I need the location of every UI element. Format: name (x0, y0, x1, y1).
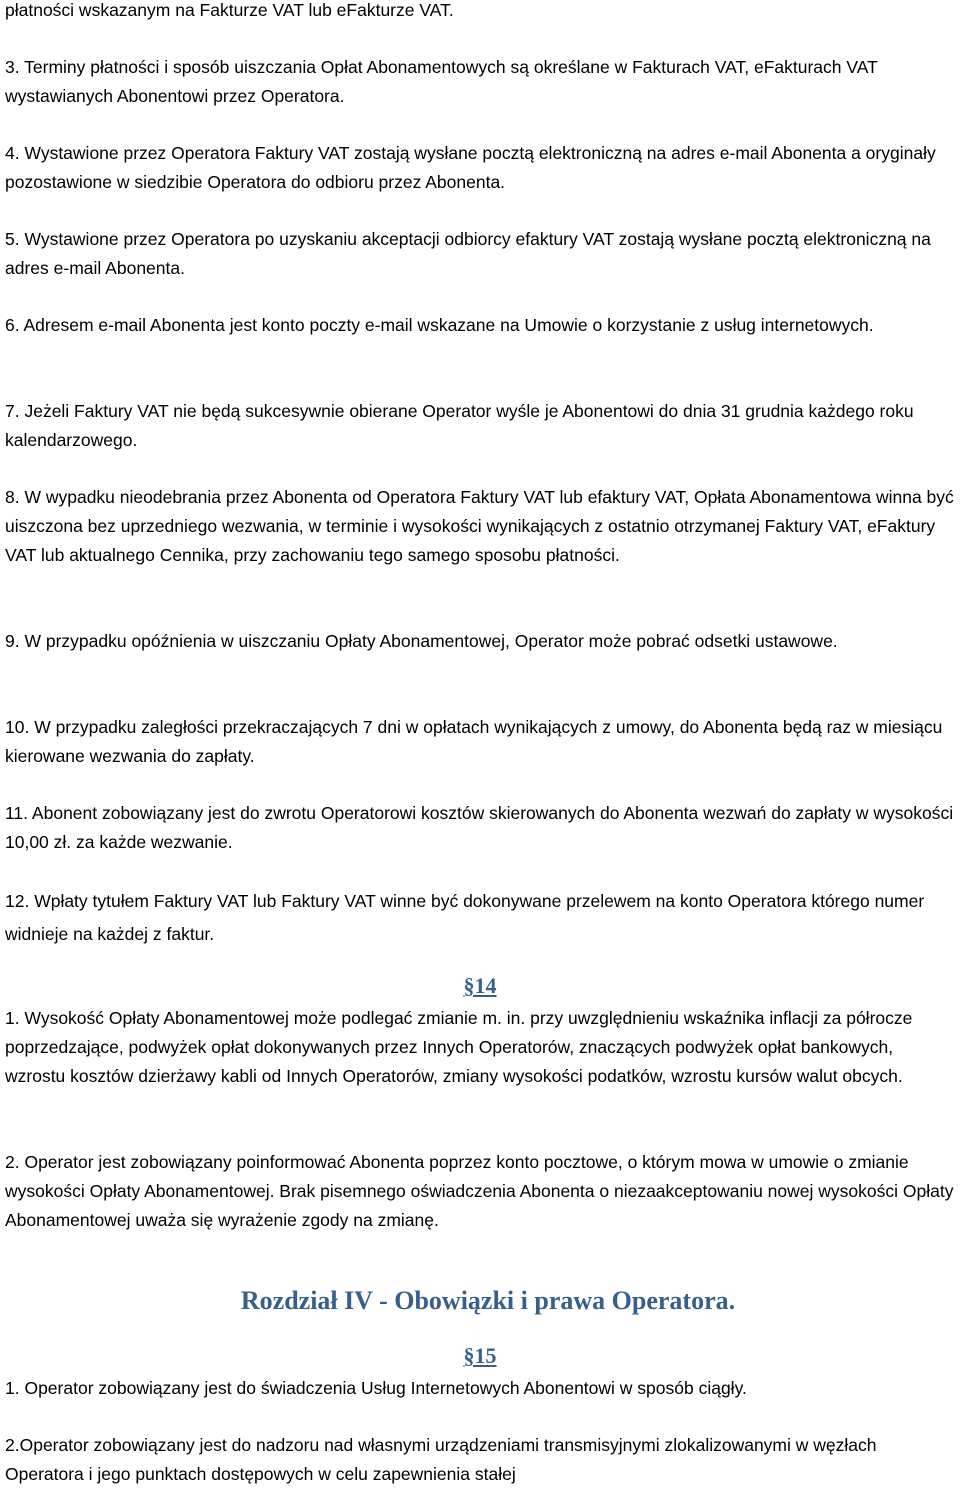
section-15-paragraph-1: 1. Operator zobowiązany jest do świadczenia Usług Internetowych Abonentowi w sposób ciągły. (5, 1378, 747, 1398)
paragraph-7: 7. Jeżeli Faktury VAT nie będą sukcesywnie obierane Operator wyśle je Abonentowi do dnia 31 grudnia każdego roku kalendarzowego. (5, 401, 914, 450)
section-14-paragraph-1: 1. Wysokość Opłaty Abonamentowej może podlegać zmianie m. in. przy uwzględnieniu wskaźnika inflacji za półrocze poprzedzające, podwyżek opłat dokonywanych przez Innych Operatorów, znaczących podwyżek opłat bankowych, wzrostu kosztów dzierżawy kabli od Innych Operatorów, zmiany wysokości podatków, wzrostu kursów walut obcych. (5, 1008, 913, 1086)
paragraph-8: 8. W wypadku nieodebrania przez Abonenta od Operatora Faktury VAT lub efaktury VAT, Opłata Abonamentowa winna być uiszczona bez uprzedniego wezwania, w terminie i wysokości wynikających z ostatnio otrzymanej Faktury VAT, eFaktury VAT lub aktualnego Cennika, przy zachowaniu tego samego sposobu płatności. (5, 487, 954, 565)
paragraph-3: 3. Terminy płatności i sposób uiszczania Opłat Abonamentowych są określane w Fakturach VAT, eFakturach VAT wystawianych Abonentowi przez Operatora. (5, 57, 878, 106)
paragraph-6: 6. Adresem e-mail Abonenta jest konto poczty e-mail wskazane na Umowie o korzystanie z usług internetowych. (5, 315, 874, 335)
paragraph-10: 10. W przypadku zaległości przekraczających 7 dni w opłatach wynikających z umowy, do Abonenta będą raz w miesiącu kierowane wezwania do zapłaty. (5, 717, 943, 766)
paragraph-11: 11. Abonent zobowiązany jest do zwrotu Operatorowi kosztów skierowanych do Abonenta wezwań do zapłaty w wysokości 10,00 zł. za każde wezwanie. (5, 803, 954, 852)
paragraph-12: 12. Wpłaty tytułem Faktury VAT lub Faktury VAT winne być dokonywane przelewem na konto Operatora którego numer widnieje na każdej z faktur. (5, 891, 925, 944)
chapter-title: Rozdział IV - Obowiązki i prawa Operatora. (240, 1286, 736, 1315)
paragraph-5: 5. Wystawione przez Operatora po uzyskaniu akceptacji odbiorcy efaktury VAT zostają wysłane pocztą elektroniczną na adres e-mail Abonenta. (5, 229, 931, 278)
section-15-heading: §15 (463, 1343, 497, 1368)
paragraph-9: 9. W przypadku opóźnienia w uiszczaniu Opłaty Abonamentowej, Operator może pobrać odsetki ustawowe. (5, 631, 838, 651)
section-15-paragraph-2: 2.Operator zobowiązany jest do nadzoru nad własnymi urządzeniami transmisyjnymi zlokalizowanymi w węzłach Operatora i jego punktach dostępowych w celu zapewnienia stałej (5, 1435, 877, 1484)
paragraph-4: 4. Wystawione przez Operatora Faktury VAT zostają wysłane pocztą elektroniczną na adres e-mail Abonenta a oryginały pozostawione w siedzibie Operatora do odbioru przez Abonenta. (5, 143, 936, 192)
section-14-heading: §14 (463, 973, 497, 998)
section-14-paragraph-2: 2. Operator jest zobowiązany poinformować Abonenta poprzez konto pocztowe, o którym mowa w umowie o zmianie wysokości Opłaty Abonamentowej. Brak pisemnego oświadczenia Abonenta o niezaakceptowaniu nowej wysokości Opłaty Abonamentowej uważa się wyrażenie zgody na zmianę. (5, 1152, 954, 1230)
paragraph-continuation: płatności wskazanym na Fakturze VAT lub eFakturze VAT. (5, 0, 454, 20)
